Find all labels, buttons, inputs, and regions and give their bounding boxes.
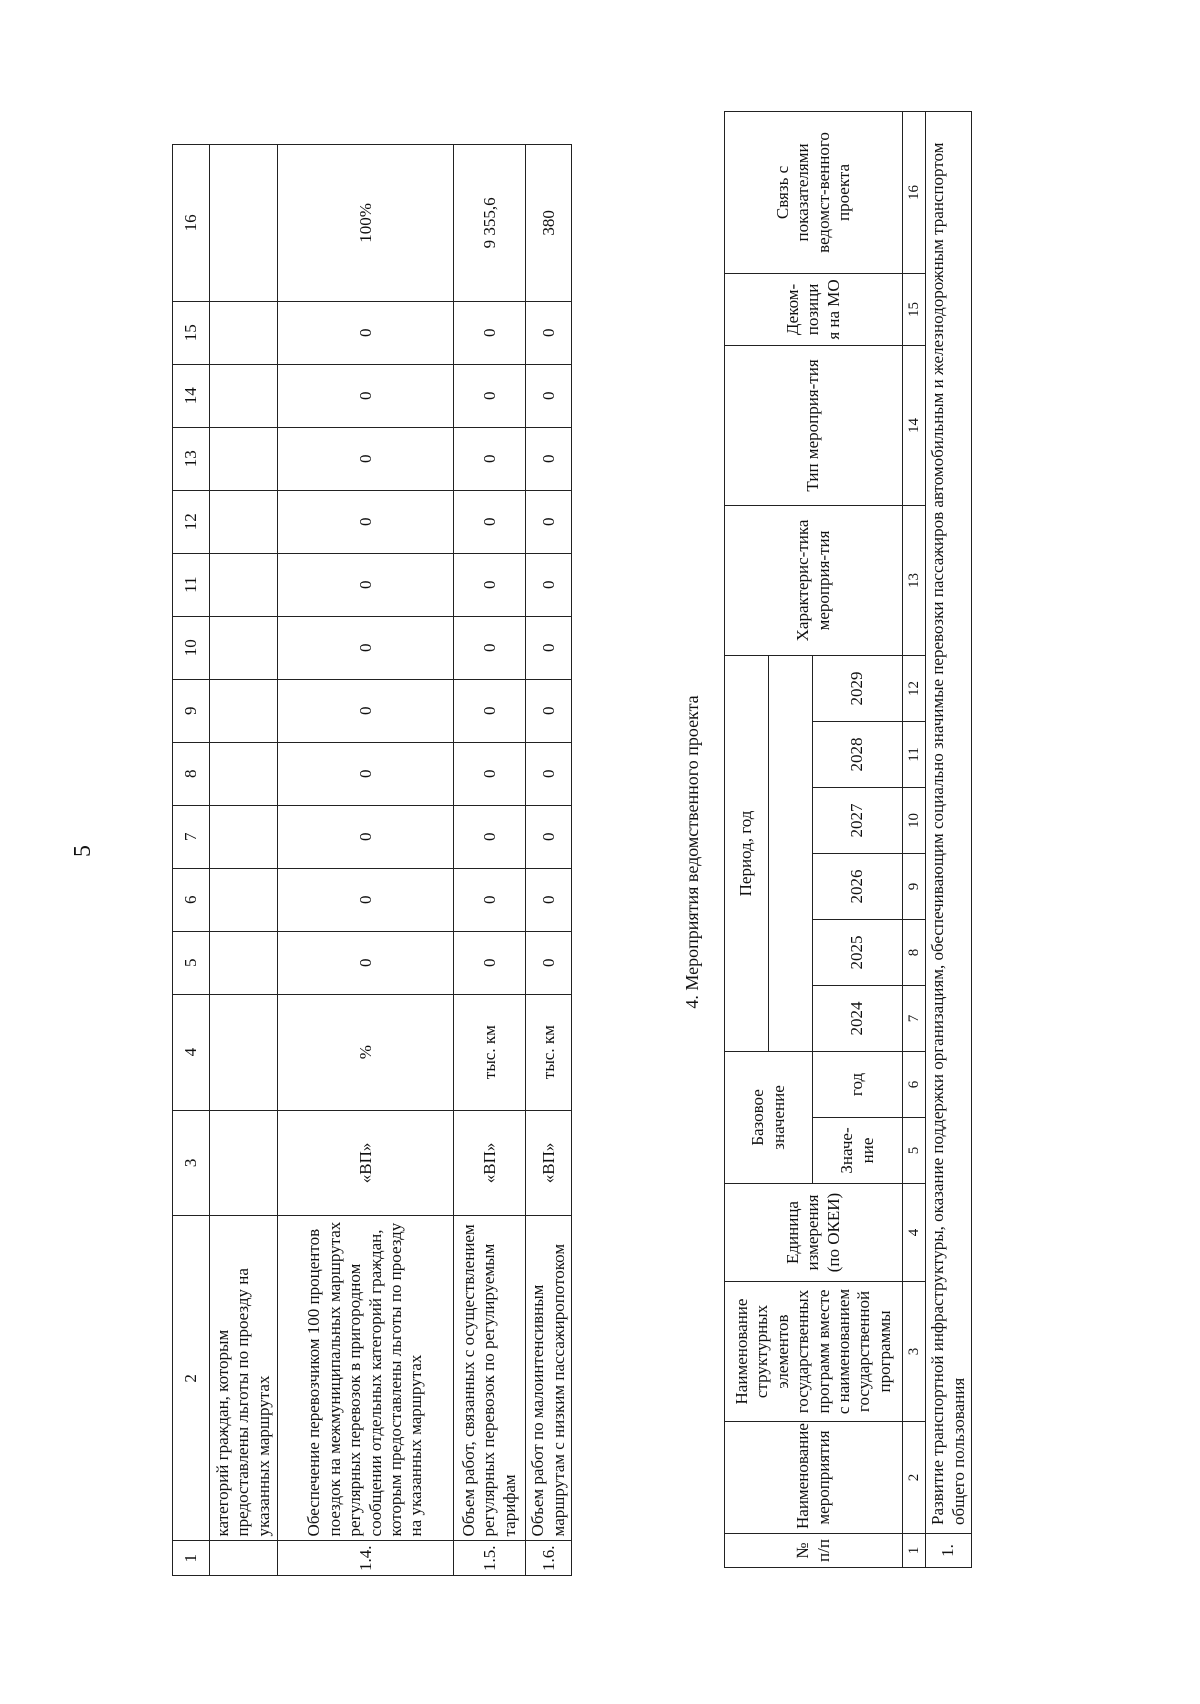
table-cell: 0 [454,553,526,616]
table-cell: % [278,994,454,1110]
table-cell: 0 [278,427,454,490]
table-cell: 0 [526,931,572,994]
header-unit: Единица измерения (по ОКЕИ) [725,1184,903,1282]
table-cell: 0 [278,805,454,868]
table-cell: 0 [454,301,526,364]
header-year: 2028 [813,721,903,787]
header-link: Связь с показателями ведомст-венного проекта [725,111,903,273]
table-cell [210,679,278,742]
header-struct: Наименование структурных элементов государственных программ вместе с наименованием государственной программы [725,1282,903,1422]
column-number: 9 [903,853,926,919]
header-cell: 11 [173,553,210,616]
table-cell: «ВП» [526,1110,572,1216]
table-cell: 0 [454,364,526,427]
table-cell [210,553,278,616]
table-cell: 0 [526,805,572,868]
table-cell [210,994,278,1110]
table-cell: 0 [526,490,572,553]
header-base-value: Значе-ние [813,1118,903,1184]
table-cell: Объем работ, связанных с осуществлением регулярных перевозок по регулируемым тарифам [454,1216,526,1541]
table-cell: 0 [454,868,526,931]
table-header-row [173,145,210,1576]
table-cell: 1.6. [526,1541,572,1576]
column-number: 13 [903,505,926,655]
table-cell: 0 [526,868,572,931]
table-cell: 0 [278,931,454,994]
table-cell: 0 [526,301,572,364]
table-cell: «ВП» [454,1110,526,1216]
column-number: 5 [903,1118,926,1184]
table-cell: 0 [278,868,454,931]
table-cell: 0 [454,742,526,805]
header-year: 2029 [813,655,903,721]
table-cell: 0 [278,616,454,679]
table-cell: 0 [278,742,454,805]
table-cell [210,301,278,364]
header-year: 2024 [813,985,903,1051]
column-number: 12 [903,655,926,721]
column-number: 10 [903,787,926,853]
header-cell: 12 [173,490,210,553]
column-number: 1 [903,1534,926,1568]
column-number: 6 [903,1051,926,1117]
table-cell: 0 [454,427,526,490]
column-number: 3 [903,1282,926,1422]
table-cell: 0 [526,616,572,679]
header-char: Характерис-тика мероприя-тия [725,505,903,655]
page-number: 5 [70,845,96,857]
header-cell: 9 [173,679,210,742]
header-cell: 16 [173,145,210,302]
header-cell: 8 [173,742,210,805]
header-num: № п/п [725,1534,903,1568]
table-cell: 9 355,6 [454,145,526,302]
table-cell: 0 [526,553,572,616]
column-number: 7 [903,985,926,1051]
column-number: 15 [903,273,926,345]
table-cell: категорий граждан, которым предоставлены льготы по проезду на указанных маршрутах [210,1216,278,1541]
header-cell: 15 [173,301,210,364]
column-number: 11 [903,721,926,787]
header-cell: 2 [173,1216,210,1541]
table-cell: Обеспечение перевозчиком 100 процентов поездок на межмуниципальных маршрутах регулярных перевозок в пригородном сообщении отдельных категорий граждан, которым предоставлены льготы по проезду на указанных маршрутах [278,1216,454,1541]
table-cell: 380 [526,145,572,302]
header-cell: 6 [173,868,210,931]
header-type: Тип мероприя-тия [725,345,903,505]
header-cell: 5 [173,931,210,994]
table-cell: 0 [454,679,526,742]
table-cell: 0 [526,364,572,427]
table-cell: 0 [278,301,454,364]
table-cell: 0 [526,679,572,742]
table-header-row [725,111,769,1567]
table-cell [210,1541,278,1576]
column-number: 2 [903,1422,926,1534]
header-cell: 3 [173,1110,210,1216]
table-cell [210,868,278,931]
header-period-blank [769,655,813,1051]
header-year: 2027 [813,787,903,853]
section-num: 1. [926,1534,972,1568]
header-decomp: Деком-позици я на МО [725,273,903,345]
header-cell: 10 [173,616,210,679]
section-title: 4. Мероприятия ведомственного проекта [682,695,702,1009]
table-cell: тыс. км [526,994,572,1110]
table-cell: 1.4. [278,1541,454,1576]
table-cell: 1.5. [454,1541,526,1576]
table-cell: 100% [278,145,454,302]
table-cell: Объем работ по малоинтенсивным маршрутам с низким пассажиропотоком [526,1216,572,1541]
table-cell [210,805,278,868]
section-row [926,111,972,1567]
header-cell: 7 [173,805,210,868]
header-year: 2026 [813,853,903,919]
table-cell: 0 [278,364,454,427]
header-cell: 1 [173,1541,210,1576]
table-cell: 0 [278,490,454,553]
table-cell: 0 [454,805,526,868]
table-cell: тыс. км [454,994,526,1110]
table-cell [210,490,278,553]
table-row [526,145,572,1576]
table-cell [210,145,278,302]
indicators-table [172,144,572,1576]
table-cell [210,1110,278,1216]
table-cell [210,427,278,490]
table-cell: 0 [526,742,572,805]
header-period: Период, год [725,655,769,1051]
table-cell [210,742,278,805]
header-cell: 4 [173,994,210,1110]
table-row [210,145,278,1576]
table-cell: 0 [454,931,526,994]
table-cell: 0 [454,490,526,553]
header-base-year: год [813,1051,903,1117]
measures-table [724,111,972,1568]
table-cell: «ВП» [278,1110,454,1216]
section-text: Развитие транспортной инфраструктуры, оказание поддержки организациям, обеспечивающим социально значимые перевозки пассажиров автомобильным и железнодорожным транспортом общего пользования [926,111,972,1533]
table-cell [210,364,278,427]
header-base: Базовое значение [725,1051,813,1183]
header-year: 2025 [813,919,903,985]
table-cell: 0 [526,427,572,490]
table-row [454,145,526,1576]
header-cell: 14 [173,364,210,427]
column-number: 8 [903,919,926,985]
numbering-row [903,111,926,1567]
table-cell [210,616,278,679]
table-cell: 0 [454,616,526,679]
column-number: 14 [903,345,926,505]
header-cell: 13 [173,427,210,490]
table-cell: 0 [278,553,454,616]
table-cell: 0 [278,679,454,742]
header-name: Наименование мероприятия [725,1422,903,1534]
table-row [278,145,454,1576]
column-number: 4 [903,1184,926,1282]
column-number: 16 [903,111,926,273]
table-cell [210,931,278,994]
